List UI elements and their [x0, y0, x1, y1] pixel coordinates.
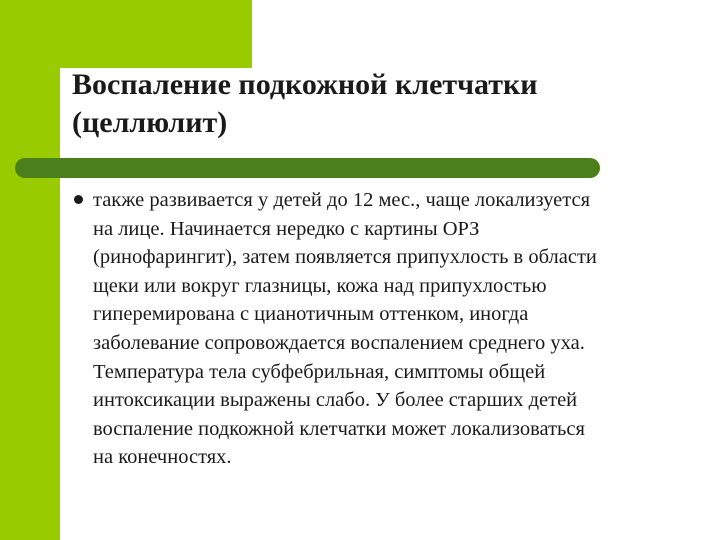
bullet-dot-icon: [74, 195, 83, 204]
slide-title: Воспаление подкожной клетчатки (целлюлит): [72, 68, 538, 139]
bullet-item: [72, 186, 687, 472]
title-divider-bar: [15, 158, 600, 178]
bullet-list: [72, 186, 687, 472]
bullet-text: также развивается у детей до 12 мес., чаще локализуется на лице. Начинается нередко с картины ОРЗ (ринофарингит), затем появляется припухлость в области щеки или вокруг глазницы, кожа над припухлостью гиперемирована с цианотичным оттенком, иногда заболевание сопровождается воспалением среднего уха. Температура тела субфебрильная, симптомы общей интоксикации выражены слабо. У более старших детей воспаление подкожной клетчатки может локализоваться на конечностях.: [93, 189, 597, 469]
left-accent-strip: [0, 0, 60, 540]
